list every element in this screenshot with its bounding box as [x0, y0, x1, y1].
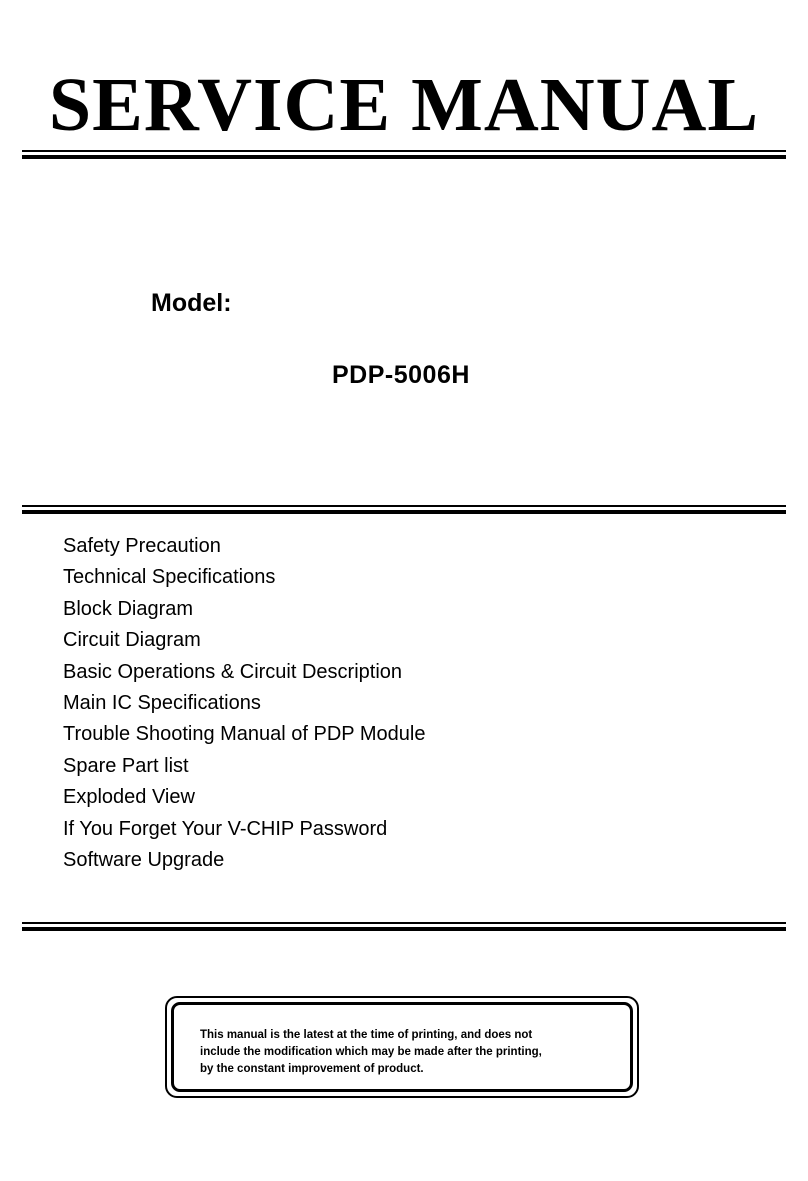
contents-item: Spare Part list	[63, 754, 189, 777]
model-number: PDP-5006H	[332, 361, 470, 389]
contents-item: Basic Operations & Circuit Description	[63, 660, 403, 683]
contents-item: If You Forget Your V-CHIP Password	[63, 817, 388, 840]
contents-item: Exploded View	[63, 786, 195, 809]
contents-item: Circuit Diagram	[63, 629, 201, 652]
model-label: Model:	[151, 289, 232, 317]
notice-line: by the constant improvement of product.	[200, 1063, 424, 1075]
contents-item: Trouble Shooting Manual of PDP Module	[63, 723, 426, 746]
title-divider-thin	[22, 150, 786, 152]
contents-item: Main IC Specifications	[63, 691, 261, 714]
notice-line: include the modification which may be made after the printing,	[200, 1046, 542, 1058]
contents-list	[63, 531, 425, 876]
notice-line: This manual is the latest at the time of printing, and does not	[200, 1029, 533, 1041]
contents-item: Software Upgrade	[63, 848, 225, 871]
contents-divider-bottom-thick	[22, 927, 786, 931]
title-divider-thick	[22, 155, 786, 159]
document-title: SERVICE MANUAL	[48, 63, 760, 147]
contents-divider-bottom-thin	[22, 922, 786, 924]
contents-item: Technical Specifications	[63, 566, 276, 589]
contents-item: Block Diagram	[63, 597, 194, 620]
contents-divider-top-thin	[22, 505, 786, 507]
notice-box-inner	[171, 1002, 633, 1092]
contents-item: Safety Precaution	[63, 535, 221, 557]
contents-divider-top-thick	[22, 510, 786, 514]
notice-box	[165, 996, 639, 1098]
